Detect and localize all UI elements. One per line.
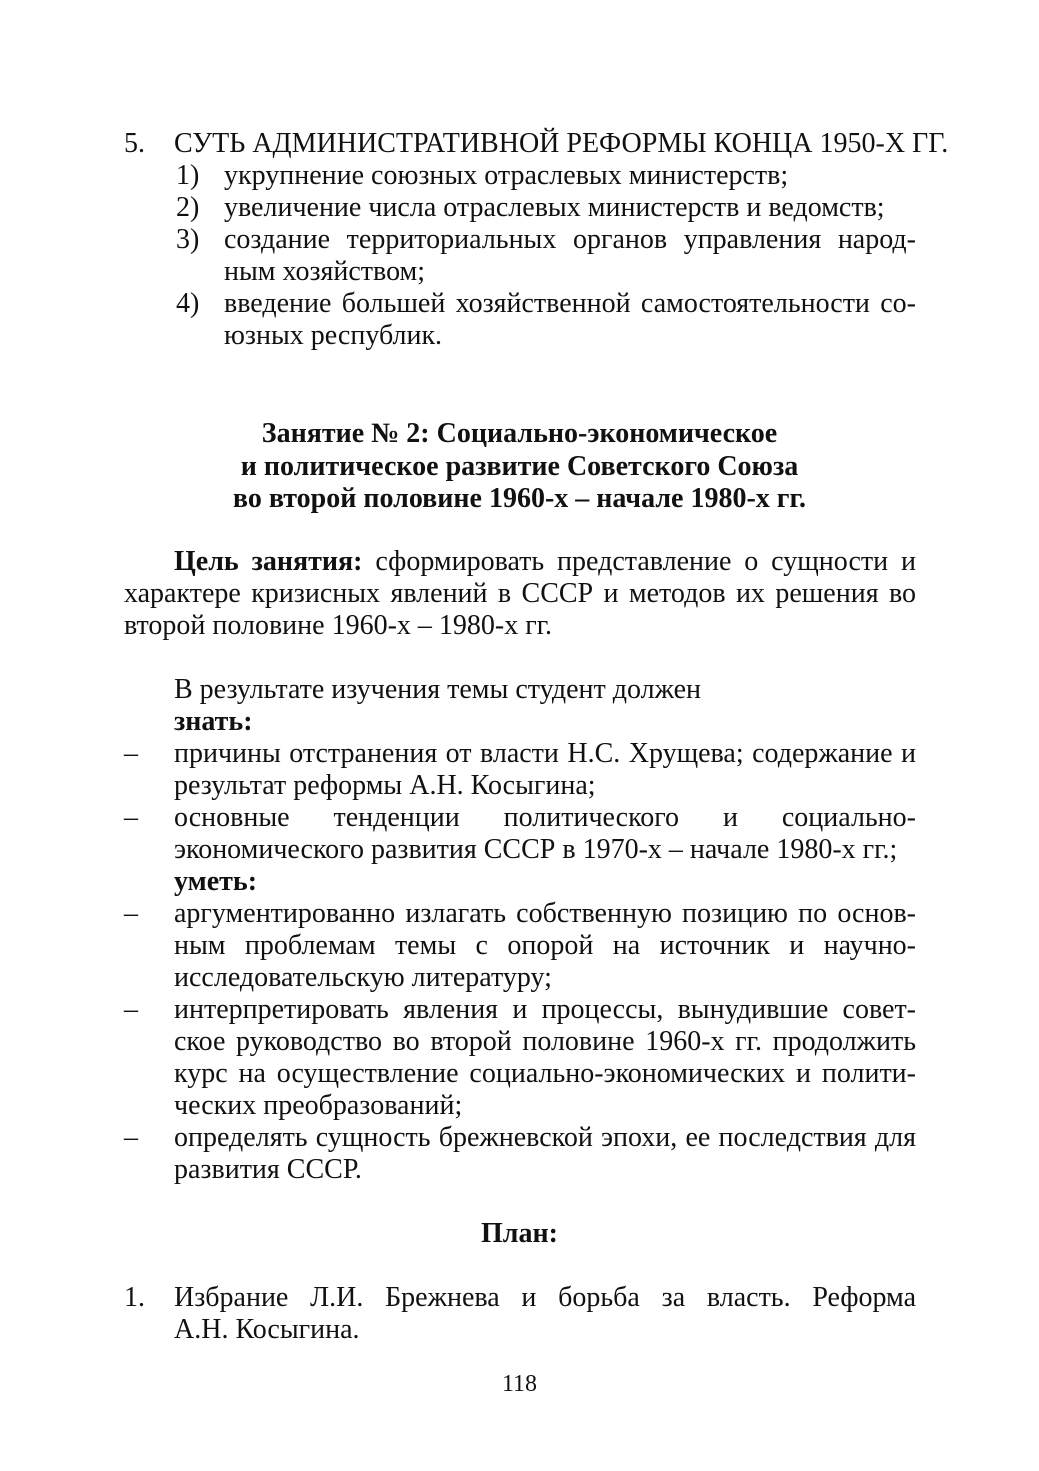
results-intro: В результате изучения темы студент должен bbox=[174, 674, 701, 705]
option-number: 3) bbox=[176, 224, 200, 255]
option-number: 4) bbox=[176, 288, 200, 319]
option-text: юзных республик. bbox=[224, 320, 443, 351]
question-number: 5. bbox=[124, 128, 145, 159]
option-text: введение большей хозяйственной самостоятельности со- bbox=[224, 288, 916, 319]
plan-item-line: А.Н. Косыгина. bbox=[174, 1314, 360, 1345]
can-item-line: курс на осуществление социально-экономических и полити- bbox=[174, 1058, 916, 1089]
option-text: создание территориальных органов управления народ- bbox=[224, 224, 916, 255]
know-item-line: причины отстранения от власти Н.С. Хрущева; содержание и bbox=[174, 738, 916, 769]
goal-line bbox=[174, 546, 916, 578]
can-item-line: определять сущность брежневской эпохи, ее последствия для bbox=[174, 1122, 916, 1153]
can-item-line: развития СССР. bbox=[174, 1154, 362, 1185]
question-title: СУТЬ АДМИНИСТРАТИВНОЙ РЕФОРМЫ КОНЦА 1950-Х ГГ. bbox=[174, 128, 949, 159]
know-item-line: основные тенденции политического и социально- bbox=[174, 802, 916, 833]
lesson-heading-line: и политическое развитие Советского Союза bbox=[240, 451, 799, 482]
option-number: 1) bbox=[176, 160, 200, 191]
can-item-line: исследовательскую литературу; bbox=[174, 962, 552, 993]
know-item-line: результат реформы А.Н. Косыгина; bbox=[174, 770, 596, 801]
know-label: знать: bbox=[174, 706, 253, 737]
can-item-line: ское руководство во второй половине 1960-х гг. продолжить bbox=[174, 1026, 916, 1057]
page-number: 118 bbox=[501, 1371, 538, 1397]
can-item-line: ным проблемам темы с опорой на источник и научно- bbox=[174, 930, 916, 961]
option-text: укрупнение союзных отраслевых министерств; bbox=[224, 160, 789, 191]
option-text: увеличение числа отраслевых министерств и ведомств; bbox=[224, 192, 885, 223]
bullet-dash: – bbox=[124, 994, 138, 1025]
goal-text: сформировать представление о сущности и bbox=[375, 546, 917, 577]
bullet-dash: – bbox=[124, 1122, 138, 1153]
can-item-line: аргументированно излагать собственную позицию по основ- bbox=[174, 898, 916, 929]
plan-item-number: 1. bbox=[124, 1282, 145, 1313]
bullet-dash: – bbox=[124, 802, 138, 833]
bullet-dash: – bbox=[124, 738, 138, 769]
goal-label: Цель занятия: bbox=[174, 546, 363, 577]
can-item-line: интерпретировать явления и процессы, вынудившие совет- bbox=[174, 994, 916, 1025]
goal-line: характере кризисных явлений в СССР и методов их решения во bbox=[124, 578, 916, 609]
plan-item-line: Избрание Л.И. Брежнева и борьба за власть. Реформа bbox=[174, 1282, 916, 1313]
know-item-line: экономического развития СССР в 1970-х – начале 1980-х гг.; bbox=[174, 834, 898, 865]
goal-line: второй половине 1960-х – 1980-х гг. bbox=[124, 610, 553, 641]
plan-title: План: bbox=[481, 1218, 558, 1249]
can-label: уметь: bbox=[174, 866, 258, 897]
lesson-heading-line: во второй половине 1960-х – начале 1980-х гг. bbox=[232, 483, 807, 514]
lesson-heading-line: Занятие № 2: Социально-экономическое bbox=[261, 418, 778, 449]
option-number: 2) bbox=[176, 192, 200, 223]
option-text: ным хозяйством; bbox=[224, 256, 426, 287]
bullet-dash: – bbox=[124, 898, 138, 929]
can-item-line: ческих преобразований; bbox=[174, 1090, 463, 1121]
